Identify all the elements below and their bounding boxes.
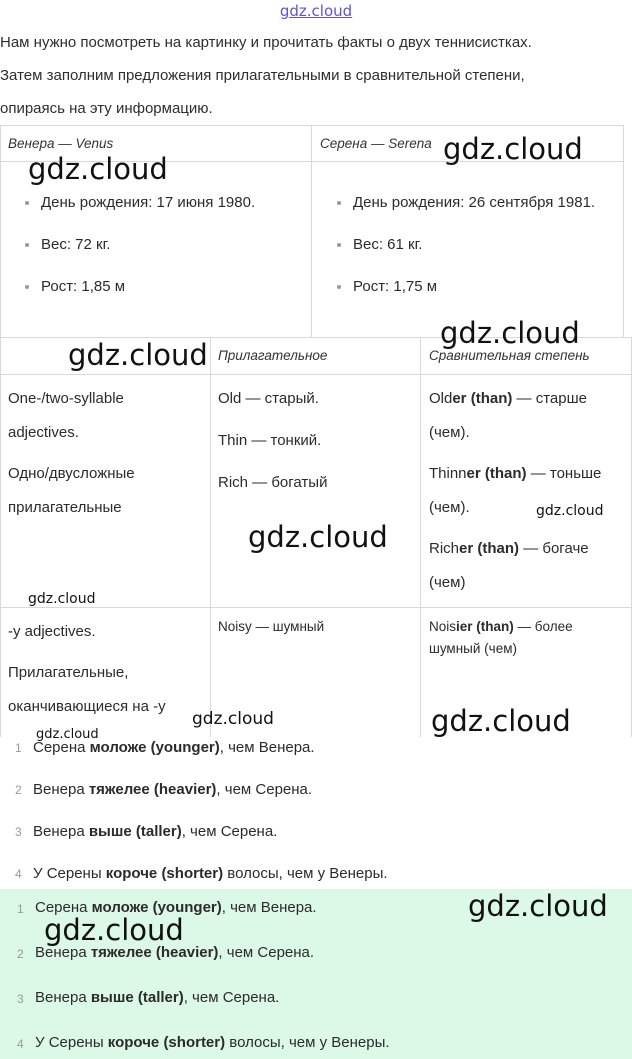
venus-header: Венера — Venus <box>8 136 114 151</box>
watermark: gdz.cloud <box>28 591 96 607</box>
watermark: gdz.cloud <box>44 913 184 947</box>
serena-weight: Вес: 61 кг. <box>353 236 423 253</box>
watermark: gdz.cloud <box>431 704 571 738</box>
answer-item: У Серены короче (shorter) волосы, чем у Венеры. <box>35 1034 390 1051</box>
comp-richer: Richer (than) — богаче <box>429 540 589 557</box>
watermark: gdz.cloud <box>440 316 580 350</box>
row1-type-ru-1: Одно/двусложные <box>8 465 135 482</box>
comp-older: Older (than) — старше <box>429 390 587 407</box>
col-adjective-header: Прилагательное <box>218 348 328 363</box>
intro-line-1: Нам нужно посмотреть на картинку и прочитать факты о двух теннисистках. <box>0 34 532 51</box>
comp-thinner-line2: (чем). <box>429 499 470 516</box>
row1-type-en-1: One-/two-syllable <box>8 390 124 407</box>
serena-height: Рост: 1,75 м <box>353 278 438 295</box>
sentence-item: Серена моложе (younger), чем Венера. <box>33 739 315 756</box>
intro-line-2: Затем заполним предложения прилагательными в сравнительной степени, <box>0 67 525 84</box>
sentence-item: Венера тяжелее (heavier), чем Серена. <box>33 781 313 798</box>
sentence-number: 2 <box>15 783 22 797</box>
comp-thinner: Thinner (than) — тоньше <box>429 465 602 482</box>
watermark: gdz.cloud <box>248 520 388 554</box>
venus-weight: Вес: 72 кг. <box>41 236 111 253</box>
sentence-number: 4 <box>15 867 22 881</box>
comp-older-line2: (чем). <box>429 424 470 441</box>
col-comparative-header: Сравнительная степень <box>429 348 590 363</box>
row1-type-ru-2: прилагательные <box>8 499 122 516</box>
adj-old: Old — старый. <box>218 390 319 407</box>
answer-number: 4 <box>17 1037 24 1051</box>
answer-number: 1 <box>17 902 24 916</box>
row2-type-ru-2: оканчивающиеся на -y <box>8 698 166 715</box>
venus-height: Рост: 1,85 м <box>41 278 126 295</box>
sentence-item: Венера выше (taller), чем Серена. <box>33 823 278 840</box>
sentence-item: У Серены короче (shorter) волосы, чем у Венеры. <box>33 865 388 882</box>
venus-birthday: День рождения: 17 июня 1980. <box>41 194 256 211</box>
answer-number: 3 <box>17 992 24 1006</box>
watermark: gdz.cloud <box>536 503 604 519</box>
comp-noisier-line2: шумный (чем) <box>429 641 517 656</box>
answer-item: Серена моложе (younger), чем Венера. <box>35 899 317 916</box>
watermark: gdz.cloud <box>443 132 583 166</box>
watermark: gdz.cloud <box>28 152 168 186</box>
row2-type-en: -y adjectives. <box>8 623 96 640</box>
intro-line-3: опираясь на эту информацию. <box>0 100 213 117</box>
watermark: gdz.cloud <box>192 709 274 729</box>
site-title-link[interactable]: gdz.cloud <box>279 2 353 20</box>
adj-rich: Rich — богатый <box>218 474 328 491</box>
row1-type-en-2: adjectives. <box>8 424 79 441</box>
sentence-number: 3 <box>15 825 22 839</box>
serena-header: Серена — Serena <box>320 136 432 151</box>
sentence-number: 1 <box>15 741 22 755</box>
adj-thin: Thin — тонкий. <box>218 432 322 449</box>
answer-item: Венера тяжелее (heavier), чем Серена. <box>35 944 315 961</box>
watermark: gdz.cloud <box>68 338 208 372</box>
row2-type-ru-1: Прилагательные, <box>8 664 129 681</box>
watermark: gdz.cloud <box>468 889 608 923</box>
answer-number: 2 <box>17 947 24 961</box>
comp-richer-line2: (чем) <box>429 574 466 591</box>
serena-birthday: День рождения: 26 сентября 1981. <box>353 194 596 211</box>
comp-noisier: Noisier (than) — более <box>429 619 573 634</box>
answer-item: Венера выше (taller), чем Серена. <box>35 989 280 1006</box>
watermark: gdz.cloud <box>36 727 99 742</box>
adj-noisy: Noisy — шумный <box>218 619 325 634</box>
